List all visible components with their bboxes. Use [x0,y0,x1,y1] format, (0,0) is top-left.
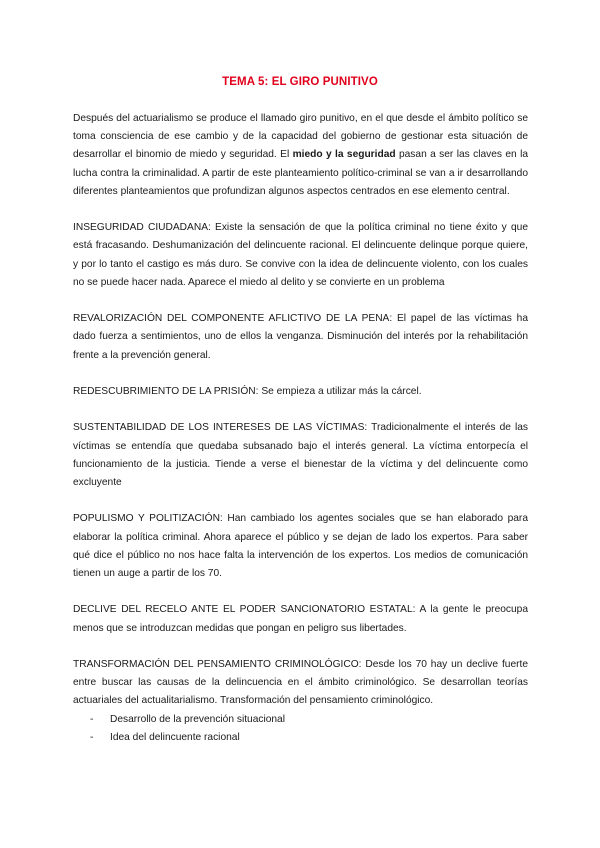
paragraph-sustentabilidad: SUSTENTABILIDAD DE LOS INTERESES DE LAS VÍCTIMAS: Tradicionalmente el interés de las víctimas se entendía que quedaba subsanado bajo el interés general. La víctima entorpecía el funcionamiento de la justicia. Tiende a verse el bienestar de la víctima y del delincuente como excluyente [73,422,528,488]
paragraph-redescubrimiento: REDESCUBRIMIENTO DE LA PRISIÓN: Se empieza a utilizar más la cárcel. [73,386,422,397]
bullet-dash: - [90,713,94,725]
bullet-list [73,711,528,747]
paragraph-revalorizacion: REVALORIZACIÓN DEL COMPONENTE AFLICTIVO DE LA PENA: El papel de las víctimas ha dado fuerza a sentimientos, uno de ellos la venganza. Disminución del interés por la rehabilitación frente a la prevención general. [73,313,528,361]
bullet-dash: - [90,731,94,743]
list-item-text: Desarrollo de la prevención situacional [110,713,285,725]
list-item [73,729,528,747]
paragraph-declive: DECLIVE DEL RECELO ANTE EL PODER SANCIONATORIO ESTATAL: A la gente le preocupa menos que se introduzcan medidas que pongan en peligro sus libertades. [73,604,528,634]
intro-text-after: pasan a ser las claves en la lucha contra la criminalidad. A partir de este planteamiento político-criminal se van a ir desarrollando diferentes planteamientos que profundizan algunos aspectos centrados en ese elemento central. [73,149,528,197]
paragraph-transformacion: TRANSFORMACIÓN DEL PENSAMIENTO CRIMINOLÓGICO: Desde los 70 hay un declive fuerte entre buscar las causas de la delincuencia en el ámbito criminológico. Se desarrollan teorías actuariales del actualitarialismo. Transformación del pensamiento criminológico. [73,658,528,707]
paragraph-inseguridad: INSEGURIDAD CIUDADANA: Existe la sensación de que la política criminal no tiene éxito y que está fracasando. Deshumanización del delincuente racional. El delincuente delinque porque quiere, y por lo tanto el castigo es más duro. Se convive con la idea de delincuente violento, con los cuales no se puede hacer nada. Aparece el miedo al delito y se convierte en un problema [73,222,528,288]
page-title: TEMA 5: EL GIRO PUNITIVO [222,76,378,88]
paragraph-populismo: POPULISMO Y POLITIZACIÓN: Han cambiado los agentes sociales que se han elaborado para elaborar la política criminal. Ahora aparece el público y se dejan de lado los expertos. Para saber qué dice el público no nos hace falta la intervención de los expertos. Los medios de comunicación tienen un auge a partir de los 70. [73,513,528,579]
document-body [73,110,528,747]
list-item-text: Idea del delincuente racional [110,731,240,743]
intro-bold-text: miedo y la seguridad [292,149,396,161]
intro-text-before: Después del actuarialismo se produce el llamado giro punitivo, en el que desde el ámbito político se toma consciencia de ese cambio y de la capacidad del gobierno de gestionar esta situación de desarrollar el binomio de miedo y seguridad. El [73,113,528,161]
list-item [73,711,528,729]
paragraph-intro [73,110,528,201]
